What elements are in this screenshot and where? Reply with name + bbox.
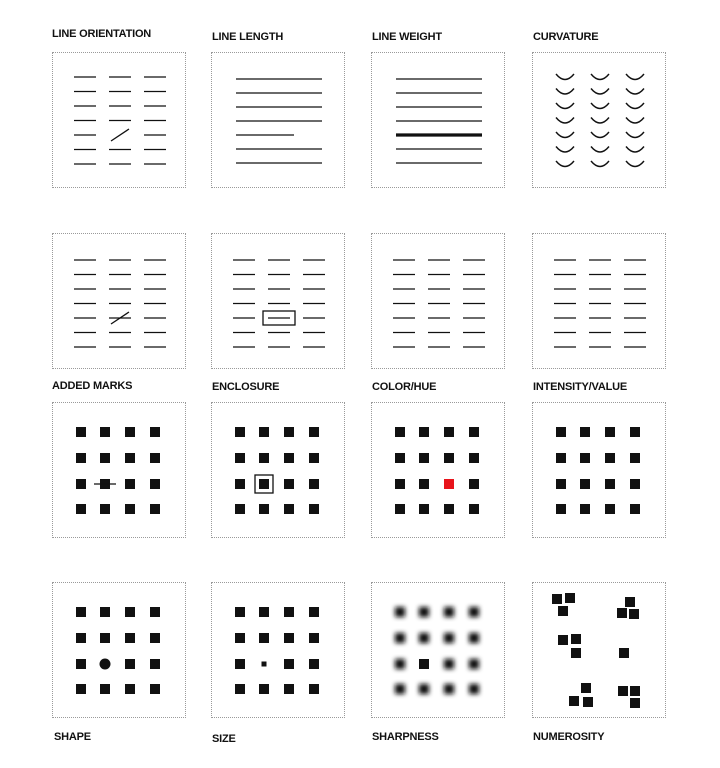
square-mark — [309, 684, 319, 694]
cluster-square-mark — [617, 608, 627, 618]
square-mark — [76, 659, 86, 669]
blurred-square-mark — [395, 633, 405, 643]
panel-enclosure — [211, 233, 345, 369]
curve-mark — [556, 89, 574, 95]
curve-mark — [626, 161, 644, 167]
square-mark — [605, 453, 615, 463]
cluster-square-mark — [629, 609, 639, 619]
square-mark — [284, 504, 294, 514]
label-size: SIZE — [212, 733, 236, 745]
square-mark — [235, 504, 245, 514]
blurred-square-mark — [444, 607, 454, 617]
square-mark — [395, 453, 405, 463]
square-mark — [605, 479, 615, 489]
curve-mark — [556, 132, 574, 138]
cluster-square-mark — [558, 635, 568, 645]
color-squares-figure — [372, 403, 506, 539]
blurred-square-mark — [469, 633, 479, 643]
cluster-square-mark — [630, 686, 640, 696]
blurred-square-mark — [395, 684, 405, 694]
cluster-square-mark — [581, 683, 591, 693]
square-mark — [125, 427, 135, 437]
square-mark — [150, 607, 160, 617]
square-mark — [125, 453, 135, 463]
blurred-square-mark — [419, 607, 429, 617]
cluster-square-mark — [552, 594, 562, 604]
sharp-square-mark — [419, 659, 429, 669]
square-mark — [125, 607, 135, 617]
square-mark — [309, 607, 319, 617]
square-mark — [259, 684, 269, 694]
shape-figure — [53, 583, 187, 719]
blurred-square-mark — [419, 684, 429, 694]
added-marks-squares-figure — [53, 403, 187, 539]
square-mark — [556, 453, 566, 463]
label-added-marks: ADDED MARKS — [52, 380, 133, 392]
label-curvature: CURVATURE — [533, 31, 599, 43]
curve-mark — [626, 74, 644, 80]
square-mark — [419, 453, 429, 463]
panel-sharpness — [371, 582, 505, 718]
square-mark — [235, 427, 245, 437]
curve-mark — [556, 74, 574, 80]
curve-mark — [591, 132, 609, 138]
square-mark — [580, 504, 590, 514]
square-mark — [630, 504, 640, 514]
square-mark — [556, 427, 566, 437]
panel-color-squares — [371, 402, 505, 538]
square-mark — [150, 633, 160, 643]
square-mark — [150, 659, 160, 669]
square-mark — [580, 453, 590, 463]
curve-mark — [591, 74, 609, 80]
curve-mark — [591, 89, 609, 95]
panel-line-orientation — [52, 52, 186, 188]
panel-line-length — [211, 52, 345, 188]
enclosure-squares-figure — [212, 403, 346, 539]
square-mark — [235, 659, 245, 669]
square-mark — [284, 479, 294, 489]
square-mark — [556, 479, 566, 489]
color-hue-figure — [372, 234, 506, 370]
square-mark — [284, 633, 294, 643]
square-mark — [125, 659, 135, 669]
label-enclosure: ENCLOSURE — [212, 381, 280, 393]
curve-mark — [626, 132, 644, 138]
square-mark — [284, 659, 294, 669]
square-mark — [235, 479, 245, 489]
panel-numerosity — [532, 582, 666, 718]
curvature-figure — [533, 53, 667, 189]
square-mark — [605, 427, 615, 437]
square-mark — [630, 479, 640, 489]
square-mark — [100, 684, 110, 694]
square-mark — [605, 504, 615, 514]
square-mark — [444, 453, 454, 463]
square-mark — [125, 684, 135, 694]
curve-mark — [626, 103, 644, 109]
square-mark — [259, 453, 269, 463]
small-square-mark — [262, 662, 267, 667]
square-mark — [259, 607, 269, 617]
square-mark — [125, 504, 135, 514]
curve-mark — [591, 103, 609, 109]
square-mark — [580, 427, 590, 437]
curve-mark — [626, 118, 644, 124]
cluster-square-mark — [571, 648, 581, 658]
square-mark — [395, 427, 405, 437]
square-mark — [76, 504, 86, 514]
square-mark — [419, 427, 429, 437]
curve-mark — [556, 103, 574, 109]
label-numerosity: NUMEROSITY — [533, 731, 605, 743]
blurred-square-mark — [444, 659, 454, 669]
square-mark — [100, 427, 110, 437]
panel-size — [211, 582, 345, 718]
square-mark — [309, 427, 319, 437]
line-weight-figure — [372, 53, 506, 189]
panel-added-marks — [52, 233, 186, 369]
square-mark — [235, 607, 245, 617]
added-marks-figure — [53, 234, 187, 370]
square-mark — [284, 684, 294, 694]
square-mark — [284, 453, 294, 463]
cluster-square-mark — [630, 698, 640, 708]
cluster-square-mark — [571, 634, 581, 644]
panel-color-hue — [371, 233, 505, 369]
panel-line-weight — [371, 52, 505, 188]
label-line-length: LINE LENGTH — [212, 31, 284, 43]
square-mark — [309, 479, 319, 489]
cluster-square-mark — [558, 606, 568, 616]
panel-shape — [52, 582, 186, 718]
square-mark — [76, 427, 86, 437]
square-mark — [395, 504, 405, 514]
label-line-weight: LINE WEIGHT — [372, 31, 442, 43]
square-mark — [76, 607, 86, 617]
square-mark — [580, 479, 590, 489]
label-color-hue: COLOR/HUE — [372, 381, 437, 393]
square-mark — [630, 427, 640, 437]
square-mark — [556, 504, 566, 514]
square-mark — [259, 427, 269, 437]
square-mark — [235, 684, 245, 694]
square-mark — [259, 504, 269, 514]
panel-intensity-squares — [532, 402, 666, 538]
square-mark — [100, 504, 110, 514]
square-mark — [630, 453, 640, 463]
square-mark — [150, 427, 160, 437]
cluster-square-mark — [618, 686, 628, 696]
cluster-square-mark — [619, 648, 629, 658]
line-orientation-figure — [53, 53, 187, 189]
square-mark — [235, 453, 245, 463]
square-mark — [259, 479, 269, 489]
square-mark — [309, 659, 319, 669]
panel-shape-r3 — [52, 402, 186, 538]
panel-intensity-value — [532, 233, 666, 369]
curve-mark — [626, 89, 644, 95]
square-mark — [284, 607, 294, 617]
square-mark — [309, 453, 319, 463]
square-mark — [444, 427, 454, 437]
blurred-square-mark — [419, 633, 429, 643]
circle-mark — [100, 659, 111, 670]
square-mark — [100, 453, 110, 463]
blurred-square-mark — [444, 633, 454, 643]
panel-curvature — [532, 52, 666, 188]
square-mark — [150, 453, 160, 463]
square-mark — [150, 479, 160, 489]
blurred-square-mark — [395, 607, 405, 617]
square-mark — [100, 633, 110, 643]
square-mark — [395, 479, 405, 489]
square-mark — [469, 453, 479, 463]
blurred-square-mark — [469, 684, 479, 694]
square-mark — [150, 504, 160, 514]
square-mark — [76, 479, 86, 489]
enclosure-figure — [212, 234, 346, 370]
square-mark — [150, 684, 160, 694]
intensity-value-figure — [533, 234, 667, 370]
square-mark — [235, 633, 245, 643]
highlight-square-mark — [444, 479, 454, 489]
curve-mark — [626, 147, 644, 153]
cluster-square-mark — [569, 696, 579, 706]
curve-mark — [591, 147, 609, 153]
square-mark — [76, 684, 86, 694]
square-mark — [309, 504, 319, 514]
cluster-square-mark — [583, 697, 593, 707]
line-length-figure — [212, 53, 346, 189]
curve-mark — [556, 147, 574, 153]
square-mark — [76, 633, 86, 643]
sharpness-figure — [372, 583, 506, 719]
square-mark — [284, 427, 294, 437]
curve-mark — [591, 161, 609, 167]
square-mark — [469, 479, 479, 489]
oriented-dash-mark — [111, 129, 129, 141]
square-mark — [125, 479, 135, 489]
blurred-square-mark — [444, 684, 454, 694]
square-mark — [469, 427, 479, 437]
intensity-squares-figure — [533, 403, 667, 539]
size-figure — [212, 583, 346, 719]
curve-mark — [556, 161, 574, 167]
square-mark — [125, 633, 135, 643]
blurred-square-mark — [469, 607, 479, 617]
square-mark — [76, 453, 86, 463]
square-mark — [100, 607, 110, 617]
square-mark — [309, 633, 319, 643]
blurred-square-mark — [395, 659, 405, 669]
square-mark — [259, 633, 269, 643]
label-shape: SHAPE — [54, 731, 91, 743]
square-mark — [419, 479, 429, 489]
label-intensity-value: INTENSITY/VALUE — [533, 381, 627, 393]
square-mark — [469, 504, 479, 514]
square-mark — [444, 504, 454, 514]
cluster-square-mark — [565, 593, 575, 603]
square-mark — [419, 504, 429, 514]
numerosity-figure — [533, 583, 667, 719]
blurred-square-mark — [469, 659, 479, 669]
panel-enclosure-squares — [211, 402, 345, 538]
label-sharpness: SHARPNESS — [372, 731, 439, 743]
curve-mark — [591, 118, 609, 124]
cluster-square-mark — [625, 597, 635, 607]
label-line-orientation: LINE ORIENTATION — [52, 28, 152, 40]
curve-mark — [556, 118, 574, 124]
